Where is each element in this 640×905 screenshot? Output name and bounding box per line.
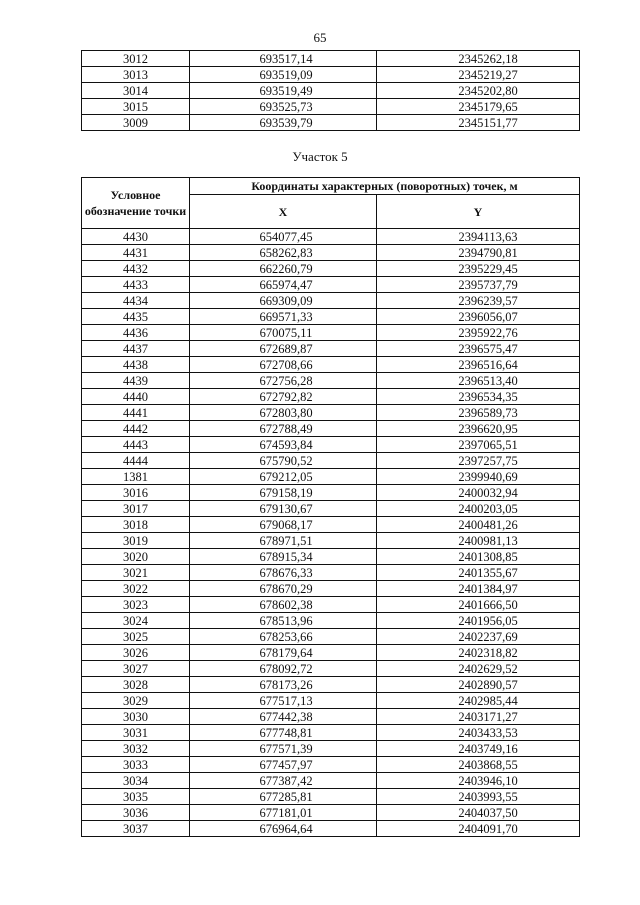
y-cell: 2345151,77 xyxy=(377,115,580,131)
point-id-cell: 3013 xyxy=(82,67,190,83)
x-cell: 676964,64 xyxy=(190,821,377,837)
table-row xyxy=(82,501,580,517)
coordinates-table-body xyxy=(82,229,580,837)
x-cell: 662260,79 xyxy=(190,261,377,277)
point-id-cell: 4442 xyxy=(82,421,190,437)
point-id-cell: 3012 xyxy=(82,51,190,67)
x-cell: 678670,29 xyxy=(190,581,377,597)
table-row xyxy=(82,357,580,373)
point-id-cell: 3029 xyxy=(82,693,190,709)
table-row xyxy=(82,645,580,661)
y-cell: 2397257,75 xyxy=(377,453,580,469)
table-row xyxy=(82,661,580,677)
x-cell: 665974,47 xyxy=(190,277,377,293)
y-cell: 2396589,73 xyxy=(377,405,580,421)
y-cell: 2396239,57 xyxy=(377,293,580,309)
point-id-cell: 4438 xyxy=(82,357,190,373)
point-id-cell: 3026 xyxy=(82,645,190,661)
y-cell: 2403749,16 xyxy=(377,741,580,757)
table-row xyxy=(82,485,580,501)
table-row xyxy=(82,67,580,83)
point-id-cell: 3014 xyxy=(82,83,190,99)
point-id-cell: 3021 xyxy=(82,565,190,581)
y-header: Y xyxy=(377,195,580,229)
table-row xyxy=(82,533,580,549)
point-id-cell: 3034 xyxy=(82,773,190,789)
table-row xyxy=(82,773,580,789)
point-id-cell: 3020 xyxy=(82,549,190,565)
x-cell: 678676,33 xyxy=(190,565,377,581)
coordinates-table xyxy=(81,177,580,837)
table-row xyxy=(82,469,580,485)
table-row xyxy=(82,293,580,309)
table-row xyxy=(82,549,580,565)
y-cell: 2401355,67 xyxy=(377,565,580,581)
y-cell: 2404091,70 xyxy=(377,821,580,837)
table-row xyxy=(82,437,580,453)
point-id-cell: 3032 xyxy=(82,741,190,757)
x-cell: 675790,52 xyxy=(190,453,377,469)
point-id-cell: 1381 xyxy=(82,469,190,485)
x-cell: 672792,82 xyxy=(190,389,377,405)
y-cell: 2396513,40 xyxy=(377,373,580,389)
x-cell: 677517,13 xyxy=(190,693,377,709)
x-cell: 654077,45 xyxy=(190,229,377,245)
table-row xyxy=(82,741,580,757)
y-cell: 2400981,13 xyxy=(377,533,580,549)
point-id-cell: 4431 xyxy=(82,245,190,261)
y-cell: 2401384,97 xyxy=(377,581,580,597)
y-cell: 2402237,69 xyxy=(377,629,580,645)
table-row xyxy=(82,613,580,629)
y-cell: 2402629,52 xyxy=(377,661,580,677)
y-cell: 2399940,69 xyxy=(377,469,580,485)
point-id-cell: 3009 xyxy=(82,115,190,131)
x-cell: 678092,72 xyxy=(190,661,377,677)
x-cell: 693525,73 xyxy=(190,99,377,115)
x-cell: 678173,26 xyxy=(190,677,377,693)
table-row xyxy=(82,341,580,357)
table-row xyxy=(82,277,580,293)
point-id-cell: 4440 xyxy=(82,389,190,405)
x-cell: 678253,66 xyxy=(190,629,377,645)
x-cell: 678971,51 xyxy=(190,533,377,549)
x-cell: 693517,14 xyxy=(190,51,377,67)
point-id-cell: 4432 xyxy=(82,261,190,277)
y-cell: 2395229,45 xyxy=(377,261,580,277)
point-id-cell: 4430 xyxy=(82,229,190,245)
y-cell: 2345179,65 xyxy=(377,99,580,115)
y-cell: 2403946,10 xyxy=(377,773,580,789)
point-id-cell: 3030 xyxy=(82,709,190,725)
point-id-cell: 4436 xyxy=(82,325,190,341)
point-id-cell: 4443 xyxy=(82,437,190,453)
x-cell: 677748,81 xyxy=(190,725,377,741)
point-id-cell: 3025 xyxy=(82,629,190,645)
y-cell: 2345219,27 xyxy=(377,67,580,83)
point-id-cell: 3035 xyxy=(82,789,190,805)
point-id-cell: 3037 xyxy=(82,821,190,837)
table-row xyxy=(82,325,580,341)
table-row xyxy=(82,821,580,837)
point-id-cell: 3019 xyxy=(82,533,190,549)
point-id-cell: 3018 xyxy=(82,517,190,533)
continuation-table-body xyxy=(82,51,580,131)
table-row xyxy=(82,229,580,245)
y-cell: 2396516,64 xyxy=(377,357,580,373)
y-cell: 2345262,18 xyxy=(377,51,580,67)
table-row xyxy=(82,309,580,325)
continuation-table xyxy=(81,50,580,131)
y-cell: 2396534,35 xyxy=(377,389,580,405)
point-id-cell: 4434 xyxy=(82,293,190,309)
coords-label-header: Координаты характерных (поворотных) точек, м xyxy=(190,178,580,195)
y-cell: 2402890,57 xyxy=(377,677,580,693)
x-cell: 672708,66 xyxy=(190,357,377,373)
table-row xyxy=(82,421,580,437)
y-cell: 2403868,55 xyxy=(377,757,580,773)
x-cell: 679158,19 xyxy=(190,485,377,501)
point-id-cell: 3036 xyxy=(82,805,190,821)
x-cell: 672689,87 xyxy=(190,341,377,357)
x-cell: 677457,97 xyxy=(190,757,377,773)
table-row xyxy=(82,405,580,421)
x-cell: 678602,38 xyxy=(190,597,377,613)
point-id-cell: 4433 xyxy=(82,277,190,293)
table-row xyxy=(82,693,580,709)
x-cell: 672803,80 xyxy=(190,405,377,421)
y-cell: 2400203,05 xyxy=(377,501,580,517)
y-cell: 2403171,27 xyxy=(377,709,580,725)
x-cell: 679068,17 xyxy=(190,517,377,533)
y-cell: 2400481,26 xyxy=(377,517,580,533)
y-cell: 2400032,94 xyxy=(377,485,580,501)
table-row xyxy=(82,99,580,115)
point-id-cell: 3027 xyxy=(82,661,190,677)
table-row xyxy=(82,261,580,277)
table-row xyxy=(82,115,580,131)
y-cell: 2397065,51 xyxy=(377,437,580,453)
page-number: 65 xyxy=(313,30,327,45)
x-cell: 677387,42 xyxy=(190,773,377,789)
y-cell: 2396575,47 xyxy=(377,341,580,357)
x-cell: 674593,84 xyxy=(190,437,377,453)
point-id-cell: 4435 xyxy=(82,309,190,325)
table-row xyxy=(82,709,580,725)
table-row xyxy=(82,453,580,469)
x-cell: 677181,01 xyxy=(190,805,377,821)
point-id-cell: 4441 xyxy=(82,405,190,421)
y-cell: 2394113,63 xyxy=(377,229,580,245)
point-id-cell: 3024 xyxy=(82,613,190,629)
table-row xyxy=(82,757,580,773)
point-id-cell: 3031 xyxy=(82,725,190,741)
header-row xyxy=(82,178,580,195)
section-title: Участок 5 xyxy=(292,149,348,164)
x-cell: 678513,96 xyxy=(190,613,377,629)
table-row xyxy=(82,725,580,741)
y-cell: 2404037,50 xyxy=(377,805,580,821)
y-cell: 2345202,80 xyxy=(377,83,580,99)
x-cell: 678915,34 xyxy=(190,549,377,565)
x-cell: 679130,67 xyxy=(190,501,377,517)
x-cell: 693519,49 xyxy=(190,83,377,99)
x-cell: 669571,33 xyxy=(190,309,377,325)
x-cell: 679212,05 xyxy=(190,469,377,485)
point-id-cell: 3017 xyxy=(82,501,190,517)
table-row xyxy=(82,51,580,67)
point-label-header: Условное обозначение точки xyxy=(82,178,190,229)
point-id-cell: 4439 xyxy=(82,373,190,389)
y-cell: 2401308,85 xyxy=(377,549,580,565)
x-cell: 658262,83 xyxy=(190,245,377,261)
point-id-cell: 3022 xyxy=(82,581,190,597)
x-cell: 672756,28 xyxy=(190,373,377,389)
x-cell: 672788,49 xyxy=(190,421,377,437)
x-cell: 670075,11 xyxy=(190,325,377,341)
table-row xyxy=(82,83,580,99)
x-cell: 669309,09 xyxy=(190,293,377,309)
x-cell: 693539,79 xyxy=(190,115,377,131)
table-row xyxy=(82,597,580,613)
table-row xyxy=(82,805,580,821)
point-id-cell: 4437 xyxy=(82,341,190,357)
y-cell: 2401666,50 xyxy=(377,597,580,613)
table-row xyxy=(82,389,580,405)
y-cell: 2396056,07 xyxy=(377,309,580,325)
point-id-cell: 3033 xyxy=(82,757,190,773)
x-header: X xyxy=(190,195,377,229)
y-cell: 2403433,53 xyxy=(377,725,580,741)
table-row xyxy=(82,517,580,533)
y-cell: 2402985,44 xyxy=(377,693,580,709)
table-row xyxy=(82,789,580,805)
y-cell: 2401956,05 xyxy=(377,613,580,629)
y-cell: 2402318,82 xyxy=(377,645,580,661)
table-row xyxy=(82,245,580,261)
point-id-cell: 3015 xyxy=(82,99,190,115)
table-row xyxy=(82,629,580,645)
point-id-cell: 3028 xyxy=(82,677,190,693)
table-row xyxy=(82,581,580,597)
y-cell: 2394790,81 xyxy=(377,245,580,261)
table-row xyxy=(82,565,580,581)
table-row xyxy=(82,677,580,693)
y-cell: 2395737,79 xyxy=(377,277,580,293)
point-id-cell: 3023 xyxy=(82,597,190,613)
x-cell: 677442,38 xyxy=(190,709,377,725)
x-cell: 677571,39 xyxy=(190,741,377,757)
point-id-cell: 4444 xyxy=(82,453,190,469)
point-id-cell: 3016 xyxy=(82,485,190,501)
y-cell: 2396620,95 xyxy=(377,421,580,437)
x-cell: 677285,81 xyxy=(190,789,377,805)
y-cell: 2395922,76 xyxy=(377,325,580,341)
x-cell: 678179,64 xyxy=(190,645,377,661)
table-row xyxy=(82,373,580,389)
x-cell: 693519,09 xyxy=(190,67,377,83)
y-cell: 2403993,55 xyxy=(377,789,580,805)
